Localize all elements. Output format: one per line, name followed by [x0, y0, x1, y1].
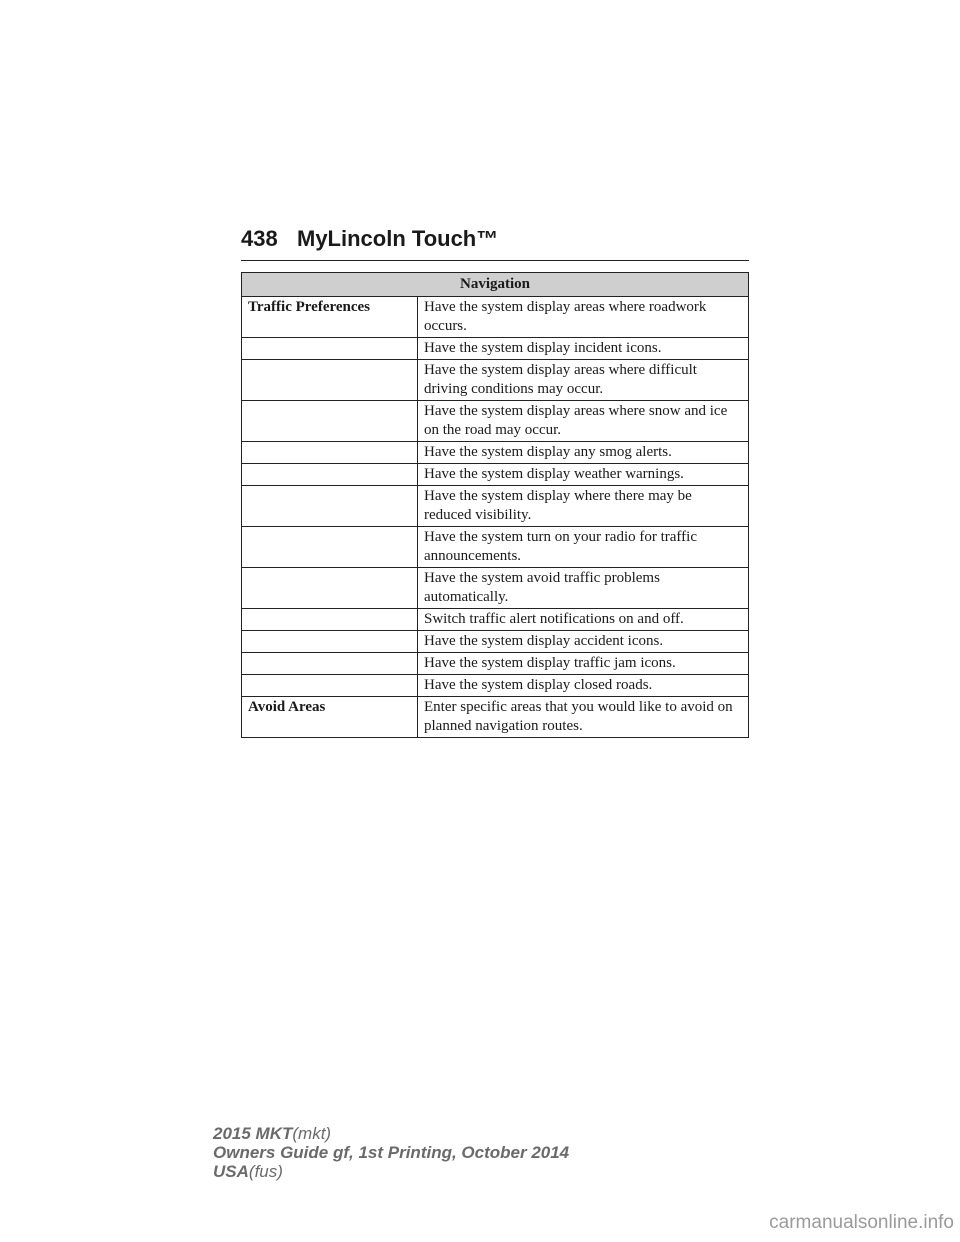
- row-label: Avoid Areas: [242, 697, 418, 738]
- table-row: [242, 401, 749, 442]
- row-label: [242, 486, 418, 527]
- row-description: Have the system turn on your radio for traffic announcements.: [418, 527, 749, 568]
- row-label: [242, 442, 418, 464]
- table-row: [242, 609, 749, 631]
- row-description: Have the system display traffic jam icons.: [418, 653, 749, 675]
- table-row: [242, 486, 749, 527]
- table-title: Navigation: [242, 273, 749, 297]
- table-row: [242, 360, 749, 401]
- row-description: Have the system avoid traffic problems automatically.: [418, 568, 749, 609]
- table-header-row: [242, 273, 749, 297]
- table-row: [242, 297, 749, 338]
- table-row: [242, 653, 749, 675]
- row-description: Have the system display any smog alerts.: [418, 442, 749, 464]
- row-description: Have the system display areas where snow and ice on the road may occur.: [418, 401, 749, 442]
- table-row: [242, 442, 749, 464]
- footer-line-printing: Owners Guide gf, 1st Printing, October 2014: [213, 1143, 570, 1162]
- row-label: [242, 568, 418, 609]
- navigation-table: [241, 272, 749, 738]
- table-row: [242, 338, 749, 360]
- row-label: [242, 464, 418, 486]
- row-label: [242, 527, 418, 568]
- footer-model-code: (mkt): [292, 1124, 332, 1143]
- row-label: [242, 653, 418, 675]
- row-description: Have the system display areas where difficult driving conditions may occur.: [418, 360, 749, 401]
- row-description: Enter specific areas that you would like to avoid on planned navigation routes.: [418, 697, 749, 738]
- table-row: [242, 675, 749, 697]
- table-row: [242, 464, 749, 486]
- section-title: MyLincoln Touch™: [297, 226, 499, 251]
- watermark: carmanualsonline.info: [769, 1212, 954, 1233]
- footer-model: 2015 MKT: [213, 1124, 293, 1143]
- document-footer: [213, 1124, 569, 1181]
- page-header: [241, 226, 749, 261]
- row-label: [242, 338, 418, 360]
- table-row: [242, 568, 749, 609]
- footer-region-code: (fus): [248, 1162, 283, 1181]
- table-body: [242, 297, 749, 738]
- table-row: [242, 631, 749, 653]
- row-description: Have the system display weather warnings.: [418, 464, 749, 486]
- row-description: Switch traffic alert notifications on and off.: [418, 609, 749, 631]
- row-description: Have the system display closed roads.: [418, 675, 749, 697]
- row-description: Have the system display areas where roadwork occurs.: [418, 297, 749, 338]
- row-description: Have the system display accident icons.: [418, 631, 749, 653]
- table-row: [242, 697, 749, 738]
- footer-region: USA: [213, 1162, 249, 1181]
- table-row: [242, 527, 749, 568]
- footer-line-model: [213, 1124, 569, 1143]
- row-description: Have the system display where there may be reduced visibility.: [418, 486, 749, 527]
- footer-line-region: [213, 1162, 569, 1181]
- row-label: [242, 401, 418, 442]
- row-label: [242, 609, 418, 631]
- row-label: [242, 631, 418, 653]
- row-label: [242, 360, 418, 401]
- page-number: 438: [241, 226, 278, 251]
- row-description: Have the system display incident icons.: [418, 338, 749, 360]
- row-label: [242, 675, 418, 697]
- row-label: Traffic Preferences: [242, 297, 418, 338]
